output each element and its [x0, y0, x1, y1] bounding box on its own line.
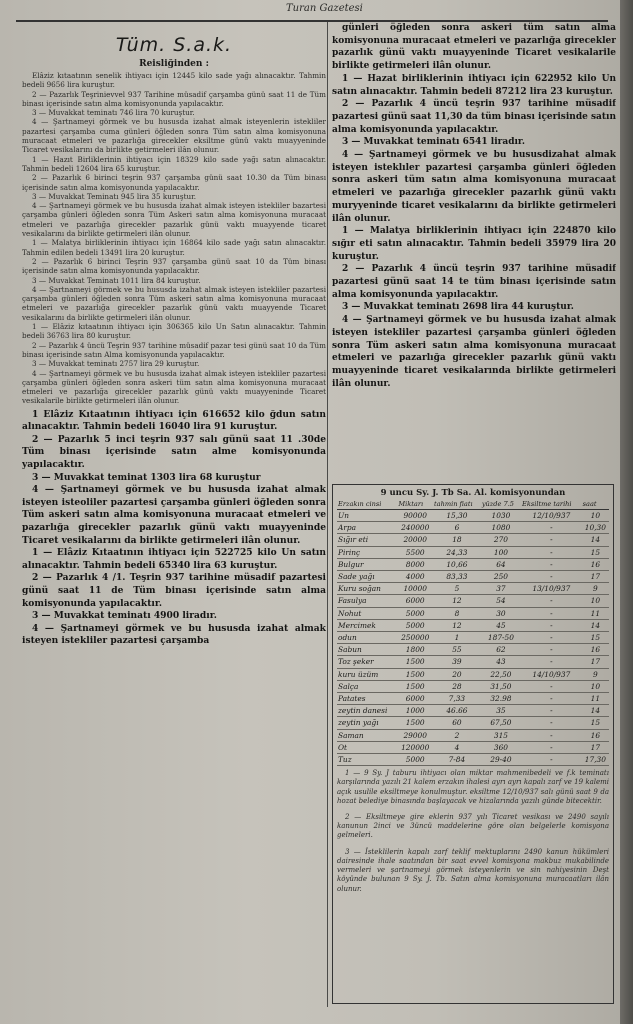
table-cell: -	[521, 729, 582, 741]
table-header-row	[337, 500, 609, 510]
notice-paragraph-bold: 2 — Pazarlık 4 üncü teşrin 937 tarihine müsadif pazartesi günü saat 11,30 da tüm binası içerisinde satın alma komisyonunda yapılacaktır.	[332, 99, 616, 135]
table-cell: 10	[582, 680, 609, 692]
table-cell: Toz şeker	[337, 656, 397, 668]
table-cell: 8	[433, 607, 481, 619]
notice-paragraph: 4 — Şartnameyi görmek ve bu hususda izahat almak isteyen istekliler pazartesi çarşamba günleri öğleden sonra askeri tüm satın alma komisyonuna muracaat etmeleri ve pazarlığa girecekler pazarlık günü vaktı muayyeninde Ticaret vesikalarile birlikte getirmeleri ilân olunur.	[22, 368, 326, 406]
table-row	[337, 607, 609, 619]
table-row	[337, 595, 609, 607]
table-cell: kuru üzüm	[337, 668, 397, 680]
table-row	[337, 656, 609, 668]
table-cell: Sabun	[337, 644, 397, 656]
table-title: 9 uncu Sy. J. Tb Sa. Al. komisyonundan	[380, 488, 566, 498]
table-cell: 12/10/937	[521, 510, 582, 522]
table-cell: 10,66	[433, 558, 481, 570]
table-cell: -	[521, 680, 582, 692]
table-cell: 5	[433, 583, 481, 595]
notice-paragraph-bold: 1 Elâziz Kıtaatının ihtiyacı için 616652 kilo ğdun satın alınacaktır. Tahmin bedeli 16040 lira 91 kuruştur.	[22, 408, 326, 433]
table-cell: 45	[481, 619, 521, 631]
page-header	[16, 0, 608, 22]
table-cell: 9	[582, 668, 609, 680]
table-header-cell: saat	[582, 500, 609, 510]
table-cell: 1500	[397, 680, 433, 692]
table-cell: Arpa	[337, 522, 397, 534]
table-cell: 1500	[397, 656, 433, 668]
notice-paragraph-bold: 2 — Pazarlık 4 üncü teşrin 937 tarihine müsadif pazartesi günü saat 14 te tüm binası içerisinde satın alma komisyonunda yapılacaktır.	[332, 264, 616, 300]
table-row	[337, 693, 609, 705]
notice-paragraph: 2 — Pazarlık 6 birinci Teşrin 937 çarşamba günü saat 10 da Tüm binası içerisinde satın alma komisyonunda yapılacaktır.	[22, 256, 326, 276]
notice-paragraph-bold: 4 — Şartnameyi görmek ve bu hususda izahat almak isteyen isteoliler pazartesi çarşamba günleri öğleden sonra Tüm askeri satın alma komisyonuna muracaat etmeleri ve pazarlığa girecekler pazarlık günü vaktı muayyeninde Ticaret vesikalarını da birlikte getirmeleri ilân olunur.	[22, 484, 326, 546]
table-cell: 1	[433, 632, 481, 644]
left-bold-paragraphs	[22, 409, 326, 648]
notice-paragraph: 1 — Malatya birliklerinin ihtiyacı için 16864 kilo sade yağı satın alınacaktır. Tahmin edilen bedeli 13491 lira 20 kuruştur.	[22, 238, 326, 257]
table-cell: 4	[433, 741, 481, 753]
table-cell: Tuz	[337, 754, 397, 766]
table-cell: 15	[582, 546, 609, 558]
table-row	[337, 583, 609, 595]
newspaper-title: Turan Gazetesi	[286, 3, 363, 14]
table-cell: 5000	[397, 619, 433, 631]
table-row	[337, 717, 609, 729]
notice-paragraph-bold: 4 — Şartnameyi görmek ve bu hususdizahat almak isteyen isteklıler pazartesi çarşamba günleri öğleden sonra askeri tüm satın alma komisyonuna muracaat etmeleri ve pazarlığa girecekler pazarlık günü vaktı muryyeninde ticaret vesikalarını da birlikte getirmeleri ilân olunur.	[332, 150, 616, 224]
table-cell: 10	[582, 510, 609, 522]
notice-subhead: Reisliğinden :	[139, 59, 209, 69]
table-cell: -	[521, 571, 582, 583]
binding-shadow	[620, 0, 633, 1024]
table-cell: 7-84	[433, 754, 481, 766]
notice-paragraph-bold: 4 — Şartnameyi görmek ve bu hususda izahat almak isteyen istekliler pazartesi çarşamba	[22, 622, 326, 647]
table-note: 1 — 9 Sy. J taburu ihtiyacı olan miktar mahmenibedeli ve f.k teminatı karşılarında yazılı 21 kalem erzakın ihalesi ayrı ayrı kapalı zarf ve 19 kalemi açık usulile eksiltmeye konulmuştur. eksiltme 12/10/937 salı günü saat 9 da hozat belediye binasında başlayacak ve hizalarında yazılı günde bitecektir.	[337, 769, 609, 805]
table-cell: Patates	[337, 693, 397, 705]
notice-paragraph: 2 — Pazarlık Teşrinievvel 937 Tarihine müsadif çarşamba günü saat 11 de Tüm binası içerisinde satın alma komisyonunda yapılacaktır.	[22, 89, 326, 108]
table-cell: 67,50	[481, 717, 521, 729]
table-row	[337, 644, 609, 656]
notice-paragraph-bold: 2 — Pazarlık 5 inci teşrin 937 salı günü saat 11 .30de Tüm binası içerisinde satın alme komisyonunda yapılacaktır.	[22, 433, 326, 471]
table-cell: -	[521, 693, 582, 705]
table-cell: Bulgur	[337, 558, 397, 570]
notice-paragraph-bold: 3 — Muvakkat teminatı 2698 lira 44 kuruştur.	[342, 302, 574, 313]
column-divider	[327, 22, 328, 1007]
table-cell: 5500	[397, 546, 433, 558]
table-cell: 6000	[397, 595, 433, 607]
table-cell: 12	[433, 619, 481, 631]
table-cell: 15	[582, 717, 609, 729]
notice-paragraph: 2 — Pazarlık 4 üncü Teşrin 937 tarihine müsadif pazar tesi günü saat 10 da Tüm binası içerisinde satın Alma komisyonunda yapılacaktır.	[22, 340, 326, 359]
table-cell: 60	[433, 717, 481, 729]
table-row	[337, 571, 609, 583]
table-cell: 12	[433, 595, 481, 607]
table-cell: 29-40	[481, 754, 521, 766]
table-cell: zeytin danesi	[337, 705, 397, 717]
table-cell: -	[521, 546, 582, 558]
table-cell: 14	[582, 705, 609, 717]
table-cell: -	[521, 595, 582, 607]
table-cell: Pirinç	[337, 546, 397, 558]
table-cell: 250000	[397, 632, 433, 644]
table-cell: 360	[481, 741, 521, 753]
table-cell: Salça	[337, 680, 397, 692]
table-cell: 240000	[397, 522, 433, 534]
table-cell: 14/10/937	[521, 668, 582, 680]
table-cell: 10	[582, 595, 609, 607]
table-cell: 4000	[397, 571, 433, 583]
table-cell: Sığır eti	[337, 534, 397, 546]
table-cell: 15,30	[433, 510, 481, 522]
table-header-cell: Erzakın cinsi	[337, 500, 397, 510]
table-row	[337, 534, 609, 546]
table-row	[337, 632, 609, 644]
table-cell: 1000	[397, 705, 433, 717]
notice-paragraph-bold: 2 — Pazarlık 4 /1. Teşrin 937 tarihine müsadif pazartesi günü saat 11 de Tüm binası içerisinde satın alma komisyonunda yapılacaktır.	[22, 572, 326, 609]
table-cell: -	[521, 644, 582, 656]
table-cell: 100	[481, 546, 521, 558]
table-cell: 30	[481, 607, 521, 619]
table-cell: -	[521, 534, 582, 546]
table-cell: 83,33	[433, 571, 481, 583]
notice-paragraph-bold: 1 — Elâziz Kıtaatının ihtiyacı için 522725 kilo Un satın alınacaktır. Tahmin bedeli 65340 lira 63 kuruştur.	[22, 547, 326, 571]
table-cell: -	[521, 522, 582, 534]
table-cell: 5000	[397, 754, 433, 766]
right-paragraphs	[332, 22, 616, 390]
table-cell: 17	[582, 656, 609, 668]
table-cell: 10,30	[582, 522, 609, 534]
table-cell: 9	[582, 583, 609, 595]
notice-paragraph: 1 — Elâziz kıtaatının ihtiyacı için 306365 kilo Un Satın alınacaktır. Tahmin bedeli 36763 lira 80 kuruştur.	[22, 322, 326, 341]
notice-paragraph: 2 — Pazarlık 6 birinci teşrin 937 çarşamba günü saat 10.30 da Tüm binası içerisinde satın alma komisyonunda yapılacaktır.	[22, 173, 326, 192]
notice-paragraph-bold: 4 — Şartnameyi görmek ve bu hususda izahat almak isteyen istekliler pazartesi çarşamba günleri öğleden sonra Tüm askeri satın alma komisyonuna muracaat etmeleri ve pazarlığa girecekler pazarlık günü vaktı muayyeninde ticaret vesikalarında birlikte getirmeleri ilân olunur.	[332, 315, 616, 389]
table-cell: 2	[433, 729, 481, 741]
table-cell: 17	[582, 741, 609, 753]
table-cell: 20000	[397, 534, 433, 546]
table-row	[337, 668, 609, 680]
table-cell: -	[521, 619, 582, 631]
supply-table-box	[332, 484, 614, 1004]
table-cell: 120000	[397, 741, 433, 753]
table-row	[337, 754, 609, 766]
notice-paragraph: 3 — Muvakkat teminatı 2757 lira 29 kuruştur.	[32, 359, 200, 369]
table-cell: Nohut	[337, 607, 397, 619]
table-cell: 6	[433, 522, 481, 534]
table-cell: -	[521, 632, 582, 644]
table-cell: 31,50	[481, 680, 521, 692]
table-cell: 43	[481, 656, 521, 668]
table-row	[337, 729, 609, 741]
table-header-cell: tahmin fiatı	[433, 500, 481, 510]
table-row	[337, 558, 609, 570]
notice-paragraph: 4 — Şartnameyi görmek ve bu hususda izahat almak isteyenlerin istekliler pazartesi çarşamba cuma günleri öğleden sonra Tüm satın alma komisyonuna muracaat etmeleri ve pazarlığa girecekler eksiltme günü vaktı muayyeninde Ticaret vesikalarını da birlikte getirmeleri ilân olunur.	[22, 117, 326, 155]
table-header-cell: yüzde 7.5	[481, 500, 521, 510]
notice-paragraph: 3 — Muvakkat Teminatı 1011 lira 84 kuruştur.	[32, 275, 201, 285]
table-cell: Saman	[337, 729, 397, 741]
table-cell: 14	[582, 534, 609, 546]
table-cell: 1080	[481, 522, 521, 534]
table-cell: 6000	[397, 693, 433, 705]
table-cell: 270	[481, 534, 521, 546]
table-cell: 5000	[397, 607, 433, 619]
table-cell: 16	[582, 729, 609, 741]
table-cell: 16	[582, 558, 609, 570]
table-note: 2 — Eksiltmeye gire eklerin 937 yılı Ticaret vesikası ve 2490 sayılı kanunun 2inci ve 3üncü maddelerine göre olan belgelerle komisyona gelmeleri.	[337, 813, 609, 840]
table-cell: Un	[337, 510, 397, 522]
notice-paragraph-bold: 3 — Muvakkat teminatı 6541 liradır.	[342, 137, 525, 148]
notice-paragraph: 1 — Hazıt Birliklerinin ihtiyacı için 18329 kilo sade yağı satın alınacaktır. Tahmin bedeli 12604 lira 65 kuruştur.	[22, 154, 326, 173]
table-row	[337, 510, 609, 522]
table-row	[337, 522, 609, 534]
table-cell: 29000	[397, 729, 433, 741]
table-cell: 28	[433, 680, 481, 692]
table-header-cell: Eksiltme tarihi	[521, 500, 582, 510]
table-cell: 22,50	[481, 668, 521, 680]
table-cell: 17,30	[582, 754, 609, 766]
table-cell: 1800	[397, 644, 433, 656]
table-row	[337, 741, 609, 753]
table-cell: 13/10/937	[521, 583, 582, 595]
notice-paragraph: 4 — Şartnameyi görmek ve bu hususda izahat almak isteyen istekliler bazartesi çarşamba günleri öğleden sonra Tüm Askeri satın alma komisyonuna muracaat etmeleri ve pazarlığa girecekler pazarlık günü vaktı muayyende ticaret vesikalarını da birlikte getirmeleri ilân olunur.	[22, 201, 326, 239]
left-paragraphs	[22, 71, 326, 406]
table-cell: 62	[481, 644, 521, 656]
table-cell: 20	[433, 668, 481, 680]
left-column	[22, 26, 326, 1016]
table-cell: 24,33	[433, 546, 481, 558]
table-cell: 17	[582, 571, 609, 583]
table-cell: 250	[481, 571, 521, 583]
right-column	[332, 22, 616, 1012]
table-cell: -	[521, 717, 582, 729]
table-cell: -	[521, 656, 582, 668]
table-cell: 11	[582, 693, 609, 705]
notice-paragraph-bold: 3 — Muvakkat teminatı 4900 liradır.	[32, 610, 217, 622]
table-cell: 90000	[397, 510, 433, 522]
table-cell: 46.66	[433, 705, 481, 717]
table-cell: 35	[481, 705, 521, 717]
table-cell: -	[521, 705, 582, 717]
table-cell: -	[521, 741, 582, 753]
table-cell: Kuru soğan	[337, 583, 397, 595]
table-notes	[337, 769, 609, 893]
table-cell: odun	[337, 632, 397, 644]
notice-paragraph-bold: günleri öğleden sonra askeri tüm satın alma komisyonuna muracaat etmeleri ve pazarlığa girecekler pazarlık günü vaktı muayyeninde Ticaret vesikalarile birlikte getirmeleri ilân olunur.	[332, 23, 616, 72]
notice-paragraph: 3 — Muvakkat teminatı 746 lira 70 kuruştur.	[32, 108, 195, 118]
table-cell: 18	[433, 534, 481, 546]
notice-paragraph: 3 — Muvakkat Teminatı 945 lira 35 kuruştur.	[32, 191, 197, 201]
table-cell: 10000	[397, 583, 433, 595]
table-cell: Sade yağı	[337, 571, 397, 583]
table-cell: 16	[582, 644, 609, 656]
table-cell: 315	[481, 729, 521, 741]
table-cell: 1500	[397, 717, 433, 729]
table-cell: 11	[582, 607, 609, 619]
table-cell: Mercimek	[337, 619, 397, 631]
table-header-cell: Miktarı	[397, 500, 433, 510]
table-cell: -	[521, 754, 582, 766]
table-cell: -	[521, 558, 582, 570]
supply-table	[337, 500, 609, 766]
table-cell: 64	[481, 558, 521, 570]
table-note: 3 — İsteklilerin kapalı zarf teklif mektuplarını 2490 kanun hükümleri dairesinde ihale saatından bir saat evvel komisyona makbuz mukabilinde vermeleri ve şartnameyi görmek isteyenlerin ve sin nahiyesinin Deşt köyünde bulunan 9 Sy. J. Tb. Satın alma komisyonuna muracaatları ilân olunur.	[337, 847, 609, 893]
table-cell: 14	[582, 619, 609, 631]
table-row	[337, 619, 609, 631]
table-cell: 1030	[481, 510, 521, 522]
table-cell: 39	[433, 656, 481, 668]
table-row	[337, 546, 609, 558]
table-cell: 37	[481, 583, 521, 595]
notice-paragraph-bold: 3 — Muvakkat teminat 1303 lira 68 kuruştur	[32, 471, 261, 483]
table-cell: Fasulya	[337, 595, 397, 607]
table-cell: 55	[433, 644, 481, 656]
table-cell: -	[521, 607, 582, 619]
table-cell: 187-50	[481, 632, 521, 644]
table-row	[337, 680, 609, 692]
table-cell: 8000	[397, 558, 433, 570]
notice-paragraph: 4 — Şartnameyi görmek ve bu hususda izahat almak isteyen istekliler pazartesi çarşamba günleri öğleden sonra Tüm askeri satın alma komisyonuna muracaat etmeleri ve pazarlığa girecekler pazarlık günü vaktı muayyende Ticaret vesikalarını da birlikte getirmeleri ilân olunur.	[22, 284, 326, 322]
table-cell: zeytin yağı	[337, 717, 397, 729]
table-cell: 32.98	[481, 693, 521, 705]
table-cell: 54	[481, 595, 521, 607]
table-body	[337, 510, 609, 766]
notice-paragraph-bold: 1 — Malatya birliklerinin ihtiyacı için 224870 kilo sığır eti satın alınacaktır. Tahmin bedeli 35979 lira 20 kuruştur.	[332, 226, 616, 262]
notice-paragraph-bold: 1 — Hazat birliklerinin ihtiyacı için 622952 kilo Un satın alınacaktır. Tahmin bedeli 87212 lira 23 kuruştur.	[332, 73, 616, 97]
table-row	[337, 705, 609, 717]
table-cell: 7,33	[433, 693, 481, 705]
notice-headline: Tüm. S.a.k.	[115, 34, 233, 56]
notice-paragraph: Elâziz kıtaatının senelik ihtiyacı için 12445 kilo sade yağı alınacaktır. Tahmin bedeli 9656 lira kuruştur.	[22, 71, 326, 90]
table-cell: 1500	[397, 668, 433, 680]
table-cell: 15	[582, 632, 609, 644]
table-cell: Ot	[337, 741, 397, 753]
